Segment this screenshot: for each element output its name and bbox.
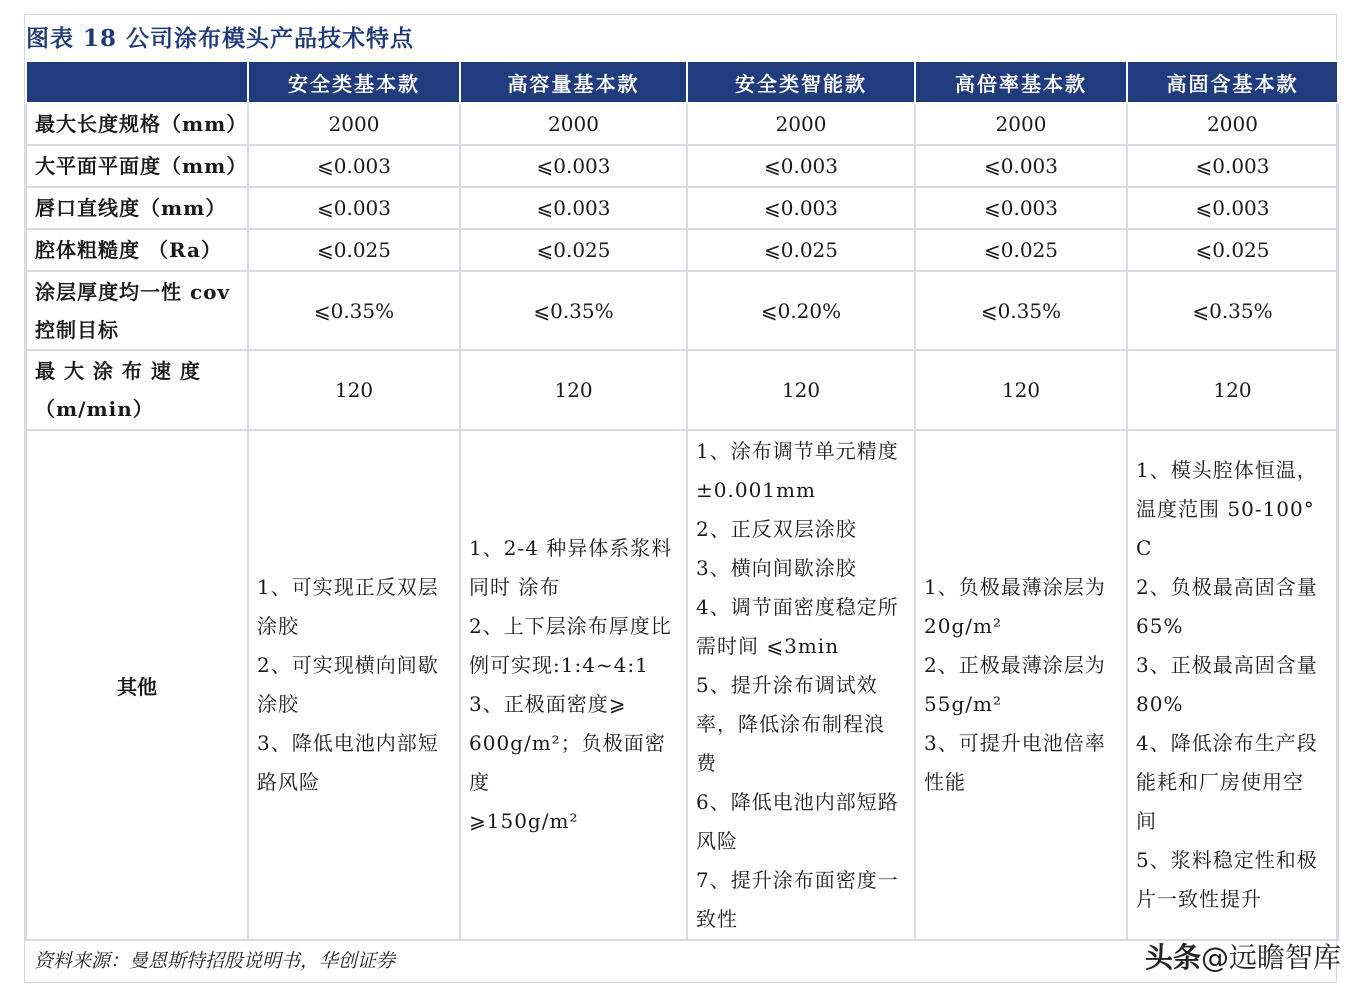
row-label-line: （m/min） xyxy=(35,397,154,421)
table-cell: 120 xyxy=(248,350,460,430)
feature-line: 3、降低电池内部短 xyxy=(257,731,439,755)
feature-line: 1、负极最薄涂层为 xyxy=(924,575,1106,599)
table-cell: ⩽0.025 xyxy=(460,229,687,271)
feature-cell xyxy=(460,430,687,940)
figure-title: 图表 18 公司涂布模头产品技术特点 xyxy=(26,25,415,52)
feature-line: 3、可提升电池倍率 xyxy=(924,731,1106,755)
feature-line: 3、正极最高固含量 xyxy=(1136,653,1318,677)
table-cell: ⩽0.35% xyxy=(1127,271,1338,350)
feature-line: 20g/m² xyxy=(924,614,1002,638)
feature-line: 2、可实现横向间歇 xyxy=(257,653,439,677)
table-row-other xyxy=(26,430,1338,940)
feature-line: 2、负极最高固含量 xyxy=(1136,575,1318,599)
table-cell: ⩽0.025 xyxy=(248,229,460,271)
feature-line: 1、2-4 种异体系浆料 xyxy=(469,536,673,560)
table-row xyxy=(26,271,1338,350)
row-label xyxy=(26,350,248,430)
table-cell: ⩽0.003 xyxy=(915,187,1127,229)
feature-line: 1、涂布调节单元精度 xyxy=(696,438,899,463)
feature-line: 2、正反双层涂胶 xyxy=(696,516,857,541)
column-header: 安全类基本款 xyxy=(248,61,460,103)
feature-line: 涂胶 xyxy=(257,614,299,638)
table-row xyxy=(26,229,1338,271)
row-label: 腔体粗糙度 （Ra） xyxy=(26,229,248,271)
feature-line: 80% xyxy=(1136,692,1184,716)
row-label-line: 控制目标 xyxy=(35,317,119,342)
feature-cell xyxy=(1127,430,1338,940)
table-cell: ⩽0.003 xyxy=(248,187,460,229)
table-cell: ⩽0.003 xyxy=(915,145,1127,187)
table-row xyxy=(26,145,1338,187)
table-cell: ⩽0.003 xyxy=(460,187,687,229)
column-header: 高倍率基本款 xyxy=(915,61,1127,103)
row-label-line: 涂层厚度均一性 cov xyxy=(35,279,231,304)
table-cell: ⩽0.003 xyxy=(460,145,687,187)
feature-line: 性能 xyxy=(924,770,966,794)
table-cell: ⩽0.025 xyxy=(1127,229,1338,271)
table-cell: 2000 xyxy=(248,103,460,145)
feature-cell xyxy=(915,430,1127,940)
table-cell: 120 xyxy=(1127,350,1338,430)
watermark xyxy=(1145,936,1341,980)
feature-line: 3、横向间歇涂胶 xyxy=(696,555,857,580)
table-cell: ⩽0.003 xyxy=(687,187,915,229)
column-header: 高容量基本款 xyxy=(460,61,687,103)
feature-line: 需时间 ⩽3min xyxy=(696,633,840,658)
table-cell: ⩽0.003 xyxy=(687,145,915,187)
feature-line: 温度范围 50-100° xyxy=(1136,497,1315,521)
table-cell: 2000 xyxy=(915,103,1127,145)
table-cell: 2000 xyxy=(460,103,687,145)
feature-line: 率，降低涂布制程浪 xyxy=(696,711,885,736)
feature-line: 例可实现:1:4~4:1 xyxy=(469,653,649,677)
row-label: 唇口直线度（mm） xyxy=(26,187,248,229)
table-row xyxy=(26,187,1338,229)
table-cell: ⩽0.025 xyxy=(915,229,1127,271)
table-cell: ⩽0.003 xyxy=(248,145,460,187)
watermark-handle: @远瞻智库 xyxy=(1200,941,1341,974)
feature-line: 2、正极最薄涂层为 xyxy=(924,653,1106,677)
table-row xyxy=(26,350,1338,430)
table-cell: 120 xyxy=(915,350,1127,430)
header-corner xyxy=(26,61,248,103)
row-label: 最大长度规格（mm） xyxy=(26,103,248,145)
table-cell: ⩽0.20% xyxy=(687,271,915,350)
feature-line: 6、降低电池内部短路 xyxy=(696,789,899,814)
feature-cell xyxy=(687,430,915,940)
row-label: 其他 xyxy=(26,430,248,940)
feature-line: ±0.001mm xyxy=(696,477,816,502)
table-cell: ⩽0.35% xyxy=(248,271,460,350)
feature-line: 7、提升涂布面密度一 xyxy=(696,867,899,892)
feature-line: 致性 xyxy=(696,906,738,931)
feature-line: 同时 涂布 xyxy=(469,575,561,599)
spec-table xyxy=(25,60,1339,941)
row-label xyxy=(26,271,248,350)
row-label: 大平面平面度（mm） xyxy=(26,145,248,187)
feature-line: 1、模头腔体恒温， xyxy=(1136,458,1318,482)
feature-line: ⩾150g/m² xyxy=(469,809,579,833)
table-cell: 120 xyxy=(460,350,687,430)
feature-line: 费 xyxy=(696,750,717,775)
feature-line: 5、浆料稳定性和极 xyxy=(1136,848,1318,872)
feature-line: 间 xyxy=(1136,809,1157,833)
feature-line: 路风险 xyxy=(257,770,320,794)
feature-line: 风险 xyxy=(696,828,738,853)
feature-line: C xyxy=(1136,536,1153,560)
table-cell: ⩽0.003 xyxy=(1127,187,1338,229)
feature-line: 3、正极面密度⩾ xyxy=(469,692,627,716)
table-cell: ⩽0.35% xyxy=(915,271,1127,350)
table-row xyxy=(26,103,1338,145)
feature-line: 600g/m²；负极面密度 xyxy=(469,731,666,794)
row-label-line: 最 大 涂 布 速 度 xyxy=(35,359,201,383)
watermark-logo: 头条 xyxy=(1144,941,1201,974)
feature-line: 1、可实现正反双层 xyxy=(257,575,439,599)
feature-line: 4、降低涂布生产段 xyxy=(1136,731,1318,755)
table-cell: 2000 xyxy=(1127,103,1338,145)
table-cell: 120 xyxy=(687,350,915,430)
table-cell: 2000 xyxy=(687,103,915,145)
table-cell: ⩽0.025 xyxy=(687,229,915,271)
feature-line: 片一致性提升 xyxy=(1136,887,1262,911)
table-cell: ⩽0.003 xyxy=(1127,145,1338,187)
feature-line: 55g/m² xyxy=(924,692,1002,716)
feature-line: 5、提升涂布调试效 xyxy=(696,672,878,697)
table-cell: ⩽0.35% xyxy=(460,271,687,350)
column-header: 高固含基本款 xyxy=(1127,61,1338,103)
source-note: 资料来源：曼恩斯特招股说明书，华创证券 xyxy=(34,950,396,972)
feature-cell xyxy=(248,430,460,940)
feature-line: 能耗和厂房使用空 xyxy=(1136,770,1304,794)
header-row xyxy=(26,61,1338,103)
feature-line: 涂胶 xyxy=(257,692,299,716)
feature-line: 2、上下层涂布厚度比 xyxy=(469,614,672,638)
column-header: 安全类智能款 xyxy=(687,61,915,103)
feature-line: 4、调节面密度稳定所 xyxy=(696,594,899,619)
feature-line: 65% xyxy=(1136,614,1184,638)
